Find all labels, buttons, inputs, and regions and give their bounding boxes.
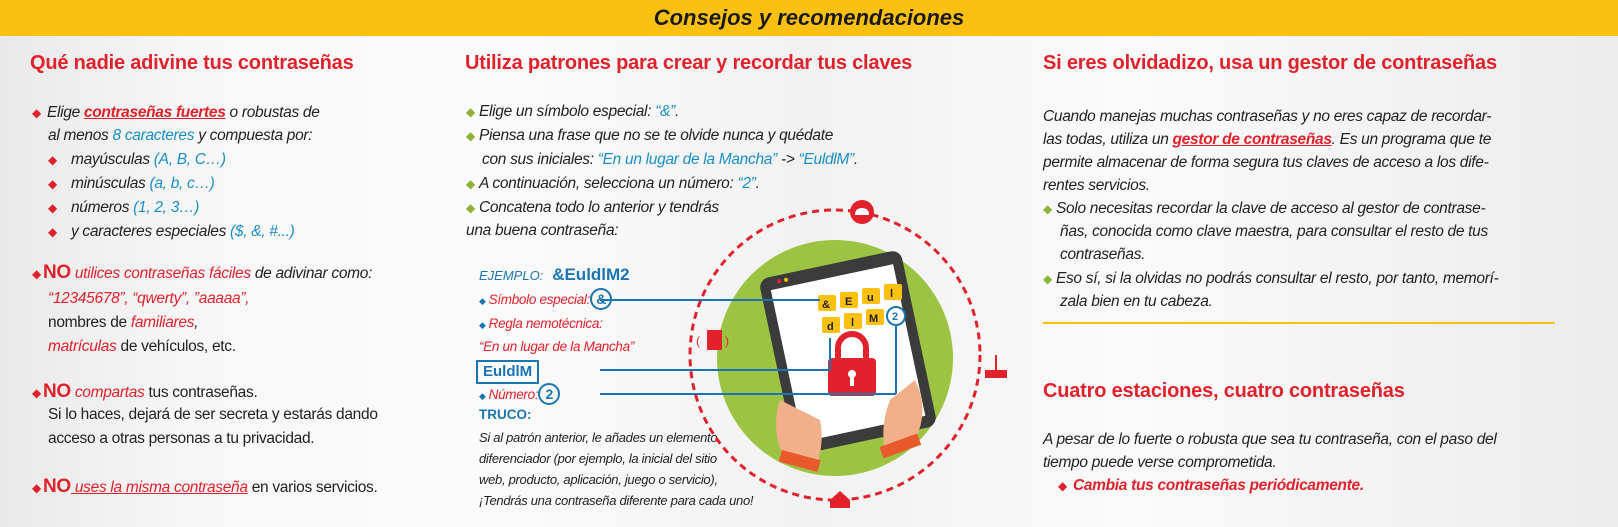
- col3-bullet2: [1043, 268, 1498, 290]
- router-icon: [985, 355, 1007, 378]
- text: y compuesta por:: [194, 127, 313, 144]
- text: 8 caracteres: [112, 127, 195, 144]
- col1-bullet2-line4: [48, 336, 236, 358]
- symbol-circle: &: [590, 288, 612, 310]
- password-tile: E: [845, 296, 853, 308]
- col3-title2: Cuatro estaciones, cuatro contraseñas: [1043, 380, 1405, 402]
- col1-bullet2-line2: “12345678”, “qwerty”, ”aaaaa”,: [48, 290, 250, 307]
- text: Eso sí, si la olvidas no podrás consultar el resto, por tanto, memorí-: [1055, 270, 1499, 287]
- diamond-icon: ◆: [479, 296, 486, 306]
- col2-line4: [466, 173, 760, 195]
- symbol-row: [479, 288, 612, 312]
- home-icon: [830, 491, 850, 508]
- text: mayúsculas: [70, 151, 154, 168]
- sub-item: [48, 197, 199, 219]
- number-circle: 2: [538, 383, 560, 405]
- password-tile: 2: [892, 311, 899, 323]
- col1-bullet3-line2: Si lo haces, dejará de ser secreta y estarás dando: [48, 406, 378, 423]
- col3-para-line2: [1043, 129, 1491, 151]
- text: de vehículos, etc.: [116, 338, 236, 355]
- text: o robustas de: [225, 104, 320, 121]
- divider: [1043, 322, 1555, 324]
- text: .: [674, 103, 679, 120]
- col1-title: Qué nadie adivine tus contraseñas: [30, 52, 354, 74]
- password-tile: u: [867, 292, 874, 304]
- col2-title: Utiliza patrones para crear y recordar tus claves: [465, 52, 913, 74]
- text: . Es un programa que te: [1331, 131, 1492, 148]
- text: tus contraseñas.: [144, 384, 258, 401]
- text: Solo necesitas recordar la clave de acceso al gestor de contrase-: [1055, 200, 1486, 217]
- text: Elige un símbolo especial:: [478, 103, 656, 120]
- rule-row: [479, 313, 603, 336]
- text: Cambia tus contraseñas periódicamente.: [1072, 477, 1364, 494]
- text: de adivinar como:: [250, 265, 373, 282]
- text: con sus iniciales:: [482, 151, 598, 168]
- col1-bullet3-line3: acceso a otras personas a tu privacidad.: [48, 430, 315, 447]
- text: Piensa una frase que no se te olvide nunca y quédate: [478, 127, 834, 144]
- text: NO: [42, 476, 71, 497]
- text: las todas, utiliza un: [1043, 131, 1173, 148]
- example-password: &EuldlM2: [552, 265, 630, 284]
- text: “&”: [655, 103, 675, 120]
- text: Elige: [46, 104, 84, 121]
- col3-bullet2-line2: zala bien en tu cabeza.: [1060, 293, 1213, 310]
- diamond-icon: ◆: [479, 320, 486, 330]
- diamond-icon: ◆: [1043, 272, 1052, 286]
- col1-bullet3-line1: [32, 381, 257, 404]
- password-tile: d: [827, 321, 834, 333]
- trick-title: TRUCO:: [479, 407, 532, 422]
- col1-bullet1-line1: [32, 102, 320, 124]
- diamond-icon: ◆: [466, 177, 475, 191]
- text: (a, b, c…): [149, 175, 215, 192]
- text: minúsculas: [70, 175, 150, 192]
- text: ,: [194, 314, 199, 331]
- text: web, producto, aplicación, juego o servicio),: [479, 472, 718, 487]
- text: Concatena todo lo anterior y tendrás: [478, 199, 719, 216]
- col3-bullet1: [1043, 198, 1485, 220]
- diamond-icon: ◆: [48, 225, 57, 239]
- text: Regla nemotécnica:: [488, 316, 603, 331]
- col3-bullet3: [1058, 475, 1364, 497]
- text: compartas: [70, 384, 145, 401]
- text: al menos: [48, 127, 113, 144]
- tablet-illustration: [600, 195, 1040, 527]
- password-tile: l: [890, 288, 894, 300]
- text: uses la misma contraseña: [70, 479, 248, 496]
- col3-title: Si eres olvidadizo, usa un gestor de contraseñas: [1043, 52, 1497, 74]
- diamond-icon: ◆: [1043, 202, 1052, 216]
- text: números: [70, 199, 134, 216]
- col1-bullet1-line2: [48, 125, 312, 147]
- text: “En un lugar de la Mancha”: [597, 151, 777, 168]
- text: Si al patrón anterior, le añades un elemento: [479, 430, 718, 445]
- text: NO: [42, 381, 71, 402]
- diamond-icon: ◆: [48, 153, 57, 167]
- col2-line1: [466, 101, 679, 123]
- col1-bullet4: [32, 476, 378, 499]
- sub-item: [48, 149, 226, 171]
- text: ¡Tendrás una contraseña diferente para cada uno!: [479, 493, 754, 508]
- sub-item: [48, 173, 215, 195]
- text: familiares: [130, 314, 195, 331]
- text: EJEMPLO:: [479, 268, 544, 283]
- diamond-icon: ◆: [32, 386, 41, 400]
- diamond-icon: ◆: [466, 129, 475, 143]
- col2-line2: [466, 125, 833, 147]
- text: ($, &, #...): [230, 223, 295, 240]
- col1-bullet2-line3: [48, 312, 198, 334]
- text: .: [853, 151, 858, 168]
- sub-item: [48, 221, 294, 243]
- rule-phrase: “En un lugar de la Mancha”: [479, 339, 635, 354]
- text: diferenciador (por ejemplo, la inicial del sitio: [479, 451, 717, 466]
- col3-para-line3: permite almacenar de forma segura tus claves de acceso a los dife-: [1043, 154, 1489, 171]
- initials-box: EuldlM: [476, 360, 539, 384]
- password-tile: l: [851, 317, 855, 329]
- text: nombres de: [48, 314, 131, 331]
- number-row: [479, 383, 560, 407]
- diamond-icon: ◆: [466, 201, 475, 215]
- diamond-icon: ◆: [48, 177, 57, 191]
- text: ->: [776, 151, 799, 168]
- password-tile: M: [869, 313, 879, 325]
- col1-bullet2-line1: [32, 262, 372, 285]
- svg-text:(: (: [696, 334, 700, 348]
- password-tile: &: [822, 299, 830, 311]
- cloud-icon: [850, 200, 874, 224]
- col3-bullet1-line2: ñas, conocida como clave maestra, para consultar el resto de tus: [1060, 223, 1488, 240]
- col3-para-line1: Cuando manejas muchas contraseñas y no eres capaz de recordar-: [1043, 108, 1492, 125]
- text: y caracteres especiales: [70, 223, 231, 240]
- header-banner: [0, 0, 1618, 36]
- text: “EuldlM”: [798, 151, 854, 168]
- text: NO: [42, 262, 71, 283]
- text: A continuación, selecciona un número:: [478, 175, 738, 192]
- header-title: Consejos y recomendaciones: [653, 5, 965, 30]
- text: matrículas: [48, 338, 117, 355]
- text: Número:: [488, 387, 539, 402]
- strong-passwords-link[interactable]: contraseñas fuertes: [83, 104, 226, 121]
- diamond-icon: ◆: [48, 201, 57, 215]
- col3-para2-line1: A pesar de lo fuerte o robusta que sea tu contraseña, con el paso del: [1043, 431, 1497, 448]
- svg-text:): ): [725, 334, 729, 348]
- diamond-icon: ◆: [32, 481, 41, 495]
- text: (1, 2, 3…): [133, 199, 200, 216]
- col3-bullet1-line3: contraseñas.: [1060, 246, 1146, 263]
- col3-para2-line2: tiempo puede verse comprometida.: [1043, 454, 1277, 471]
- col2-line3: [482, 149, 858, 171]
- col2-line6: una buena contraseña:: [466, 222, 619, 239]
- diamond-icon: ◆: [1058, 479, 1067, 493]
- diamond-icon: ◆: [32, 267, 41, 281]
- text: (A, B, C…): [153, 151, 226, 168]
- text: utilices contraseñas fáciles: [70, 265, 251, 282]
- text: .: [755, 175, 760, 192]
- password-manager-link[interactable]: gestor de contraseñas: [1172, 131, 1332, 148]
- text: Símbolo especial:: [488, 292, 591, 307]
- diamond-icon: ◆: [466, 105, 475, 119]
- text: “2”: [737, 175, 756, 192]
- col3-para-line4: rentes servicios.: [1043, 177, 1150, 194]
- diamond-icon: ◆: [479, 391, 486, 401]
- text: en varios servicios.: [247, 479, 378, 496]
- diamond-icon: ◆: [32, 106, 41, 120]
